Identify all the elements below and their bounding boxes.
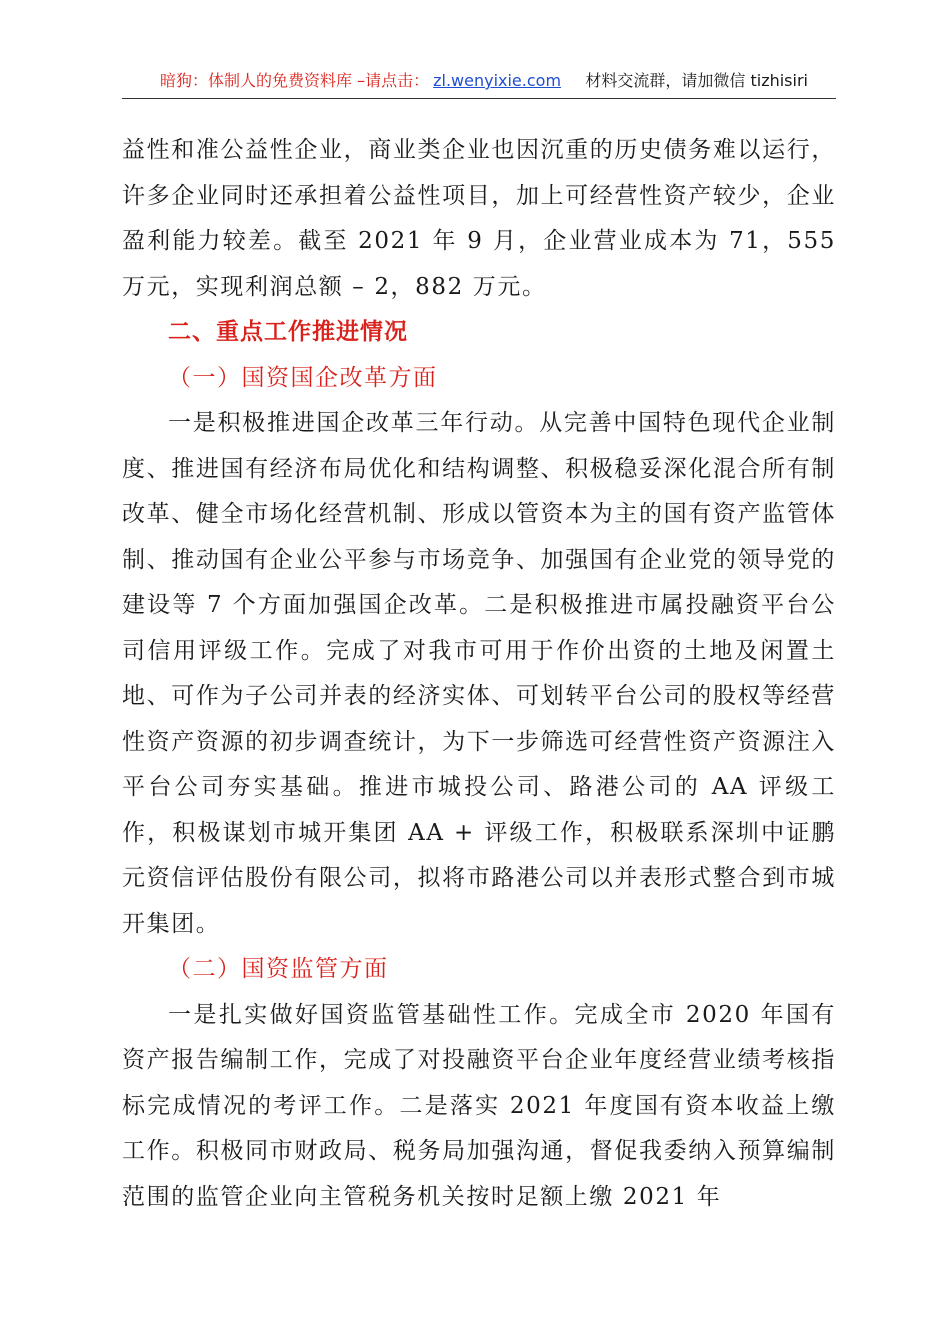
subsection-heading-2: （二）国资监管方面 bbox=[168, 956, 389, 982]
subsection-heading-1: （一）国资国企改革方面 bbox=[168, 364, 438, 391]
header-wechat-note: 材料交流群，请加微信 tizhisiri bbox=[585, 71, 808, 90]
header-promo bbox=[160, 68, 561, 94]
paragraph-supervision: 一是扎实做好国资监管基础性工作。完成全市 2020 年国有资产报告编制工作，完成了对投融资平台企业年度经营业绩考核指标完成情况的考评工作。二是落实 2021 年度国有资本收益上缴工作。积极同市财政局、税务局加强沟通，督促我委纳入预算编制范围的监管企业向主管税务机关按时足额上缴 2021 年 bbox=[122, 1001, 836, 1210]
page-header bbox=[122, 68, 836, 99]
header-promo-text: 暗狗：体制人的免费资料库 –请点击： bbox=[160, 71, 430, 90]
section-heading-2: 二、重点工作推进情况 bbox=[168, 319, 408, 345]
header-link[interactable]: zl.wenyixie.com bbox=[433, 71, 562, 90]
paragraph-continued: 益性和准公益性企业，商业类企业也因沉重的历史债务难以运行，许多企业同时还承担着公益性项目，加上可经营性资产较少，企业盈利能力较差。截至 2021 年 9 月，企业营业成本为 71，555 万元，实现利润总额 – 2，882 万元。 bbox=[122, 137, 836, 300]
document-body bbox=[122, 128, 836, 1220]
paragraph-reform: 一是积极推进国企改革三年行动。从完善中国特色现代企业制度、推进国有经济布局优化和结构调整、积极稳妥深化混合所有制改革、健全市场化经营机制、形成以管资本为主的国有资产监管体制、推动国有企业公平参与市场竞争、加强国有企业党的领导党的建设等 7 个方面加强国企改革。二是积极推进市属投融资平台公司信用评级工作。完成了对我市可用于作价出资的土地及闲置土地、可作为子公司并表的经济实体、可划转平台公司的股权等经营性资产资源的初步调查统计，为下一步筛选可经营性资产资源注入平台公司夯实基础。推进市城投公司、路港公司的 AA 评级工作，积极谋划市城开集团 AA + 评级工作，积极联系深圳中证鹏元资信评估股份有限公司，拟将市路港公司以并表形式整合到市城开集团。 bbox=[122, 410, 836, 937]
